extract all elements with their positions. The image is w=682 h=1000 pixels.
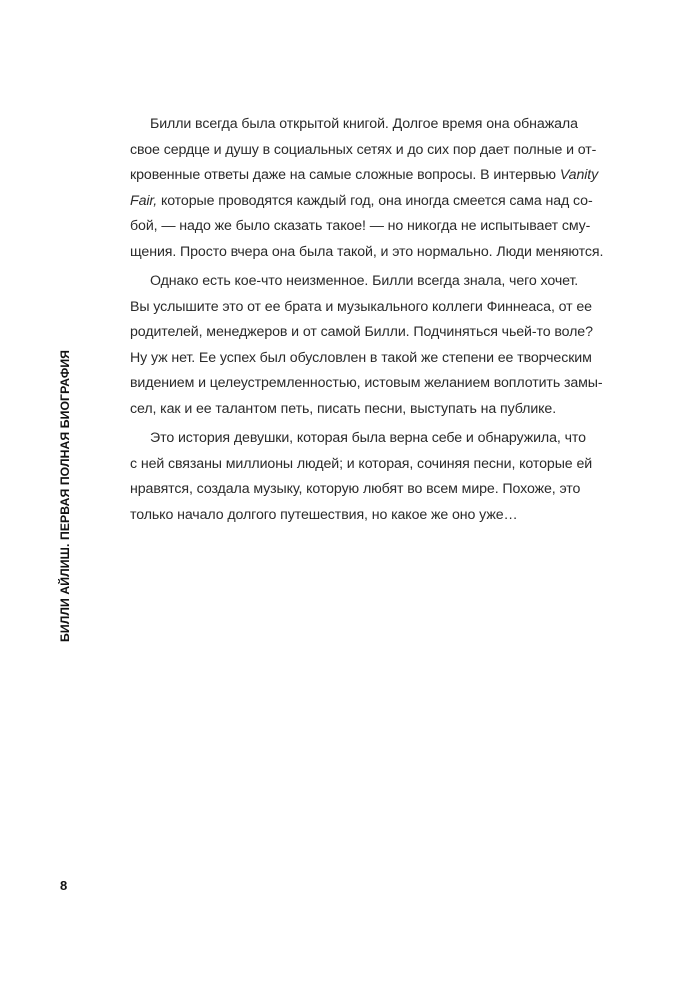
text-line: только начало долгого путешествия, но какое же оно уже… [130, 506, 518, 523]
text-line: щения. Просто вчера она была такой, и это нормально. Люди меняются. [130, 243, 604, 260]
text-line-part: которые проводятся каждый год, она иногда смеется сама над со- [160, 192, 593, 209]
text-line: Ну уж нет. Ее успех был обусловлен в такой же степени ее творческим [130, 349, 592, 366]
running-head: БИЛЛИ АЙЛИШ. ПЕРВАЯ ПОЛНАЯ БИОГРАФИЯ [58, 349, 72, 642]
text-line: свое сердце и душу в социальных сетях и до сих пор дает полные и от- [130, 141, 597, 158]
text-line [130, 163, 599, 189]
text-line: нравятся, создала музыку, которую любят во всем мире. Похоже, это [130, 481, 581, 497]
paragraph-3 [130, 426, 593, 528]
text-line [130, 189, 593, 215]
paragraph-1 [130, 112, 604, 265]
text-line: Вы услышите это от ее брата и музыкального коллеги Финнеаса, от ее [130, 298, 592, 315]
text-line: с ней связаны миллионы людей; и которая, сочиняя песни, которые ей [130, 455, 593, 472]
page-number: 8 [60, 878, 68, 893]
text-line: родителей, менеджеров и от самой Билли. Подчиняться чьей-то воле? [130, 324, 593, 340]
text-line: Это история девушки, которая была верна себе и обнаружила, что [150, 430, 586, 446]
text-line: сел, как и ее талантом петь, писать песни, выступать на публике. [130, 400, 557, 417]
text-line: бой, — надо же было сказать такое! — но никогда не испытывает сму- [130, 218, 591, 234]
paragraph-2 [130, 269, 603, 422]
text-line: Билли всегда была открытой книгой. Долгое время она обнажала [150, 116, 578, 132]
italic-text: Fair, [130, 192, 158, 209]
text-line-part: кровенные ответы даже на самые сложные вопросы. В интервью [130, 167, 556, 183]
text-line: Однако есть кое-что неизменное. Билли всегда знала, чего хочет. [150, 273, 579, 289]
italic-text: Vanity [559, 167, 599, 183]
text-line: видением и целеустремленностью, истовым желанием воплотить замы- [130, 375, 603, 391]
body-text [130, 112, 604, 528]
